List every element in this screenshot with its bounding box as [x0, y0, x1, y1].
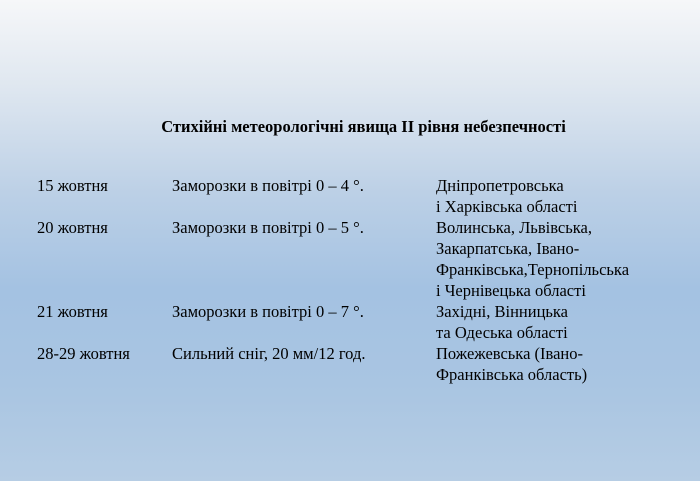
- hazard-regions: [436, 217, 696, 301]
- region-line: Дніпропетровська: [436, 176, 564, 195]
- hazard-event: Заморозки в повітрі 0 – 5 °.: [172, 218, 364, 237]
- hazard-regions: [436, 343, 696, 385]
- slide-title: Стихійні метеорологічні явища ІІ рівня небезпечності: [161, 117, 566, 136]
- region-line: Західні, Вінницька: [436, 302, 569, 321]
- hazard-row: [37, 175, 696, 217]
- region-line: і Харківська області: [436, 197, 578, 216]
- hazard-row: [37, 217, 696, 301]
- hazard-date: 15 жовтня: [37, 176, 108, 195]
- hazard-row: [37, 343, 696, 385]
- region-line: Франківська,Тернопільська: [436, 260, 630, 279]
- hazard-regions: [436, 301, 696, 343]
- region-line: Волинська, Львівська,: [436, 218, 592, 237]
- hazard-list: [37, 175, 696, 385]
- hazard-row: [37, 301, 696, 343]
- region-line: та Одеська області: [436, 323, 568, 342]
- region-line: Пожежевська (Івано-: [436, 344, 583, 363]
- hazard-regions: [436, 175, 696, 217]
- hazard-date: 28-29 жовтня: [37, 344, 130, 363]
- hazard-date: 21 жовтня: [37, 302, 108, 321]
- hazard-event: Сильний сніг, 20 мм/12 год.: [172, 344, 366, 363]
- hazard-event: Заморозки в повітрі 0 – 7 °.: [172, 302, 364, 321]
- hazard-date: 20 жовтня: [37, 218, 108, 237]
- region-line: Франківська область): [436, 365, 588, 384]
- region-line: і Чернівецька області: [436, 281, 586, 300]
- region-line: Закарпатська, Івано-: [436, 239, 580, 258]
- hazard-event: Заморозки в повітрі 0 – 4 °.: [172, 176, 364, 195]
